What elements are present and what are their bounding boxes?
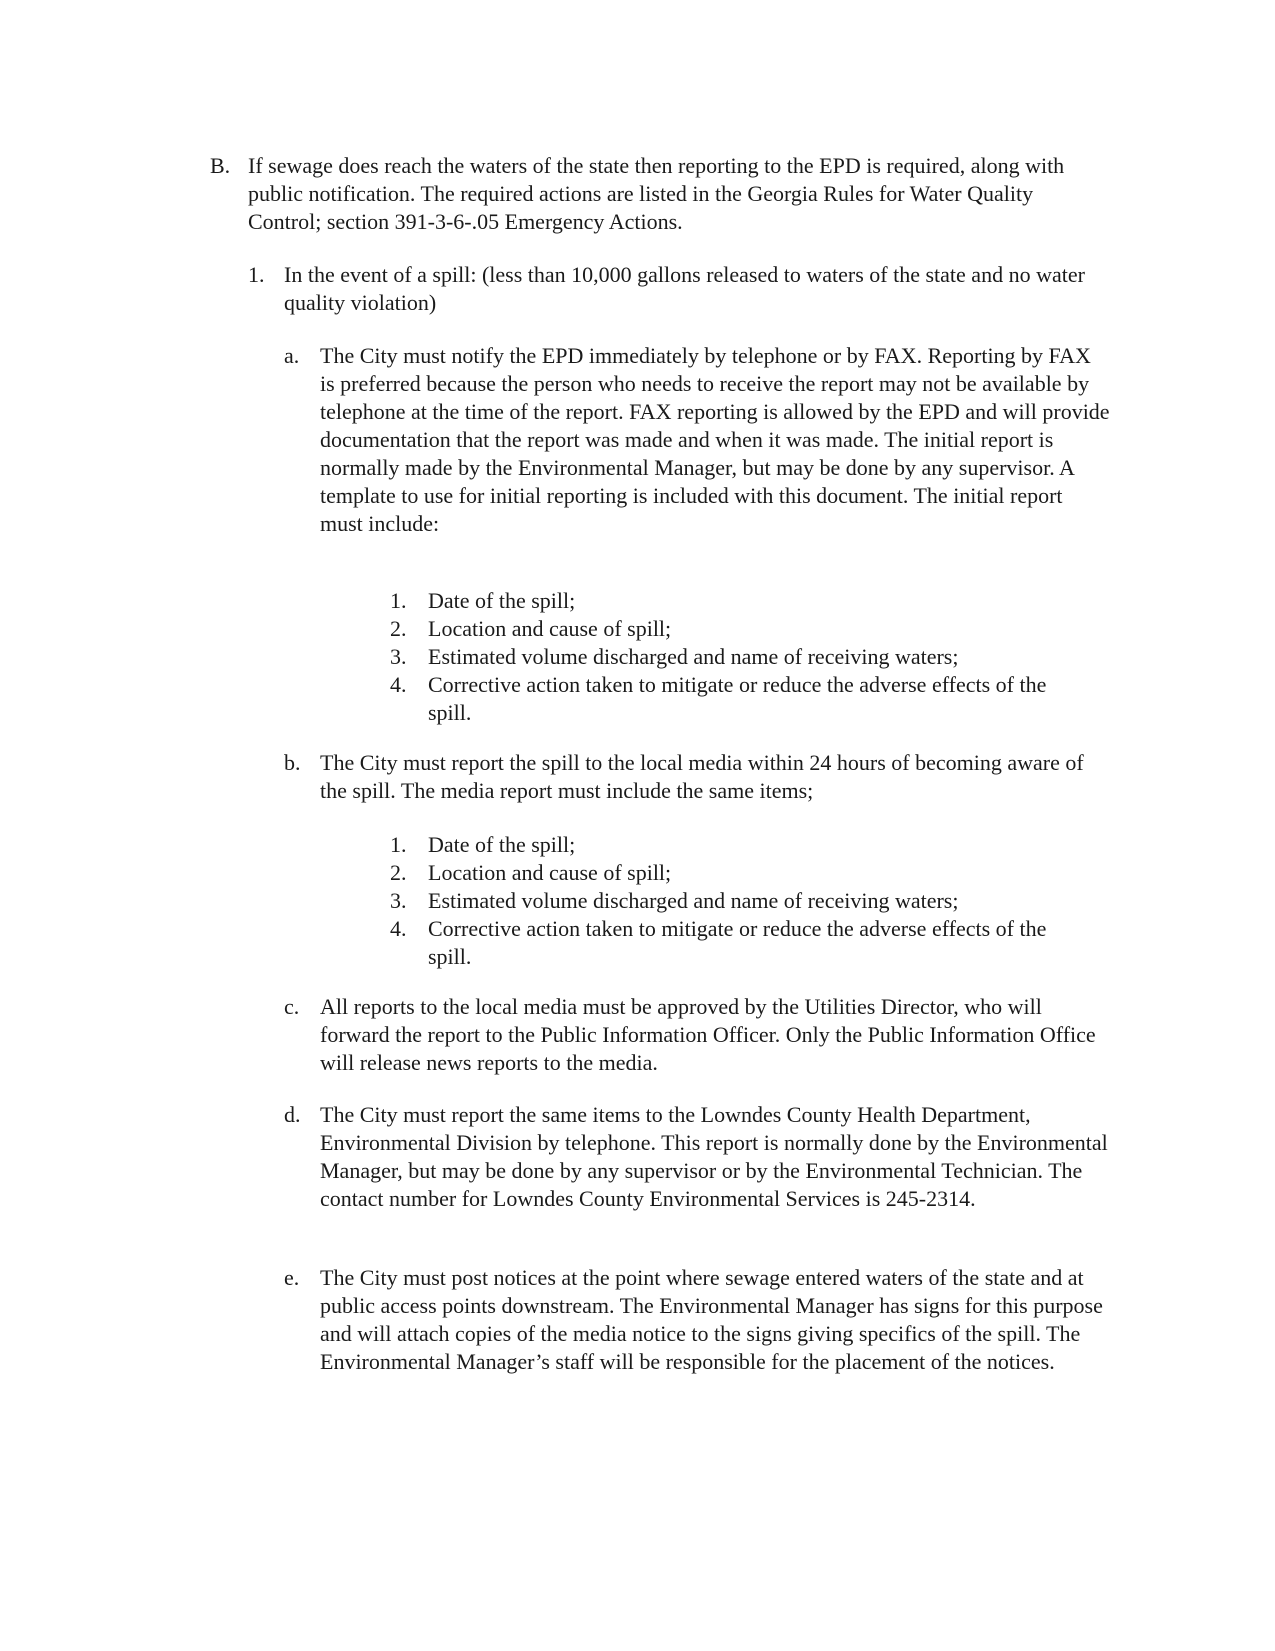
item-a-list [390, 587, 1080, 727]
list-item-number: 3. [390, 888, 407, 913]
item-a-marker: a. [284, 343, 300, 368]
list-item-number: 3. [390, 644, 407, 669]
list-item-number: 4. [390, 672, 407, 697]
item-c [284, 993, 1110, 1077]
list-item-number: 2. [390, 616, 407, 641]
item-c-marker: c. [284, 994, 300, 1019]
item-a [284, 342, 1110, 538]
list-item [390, 831, 1080, 859]
item-a-text: The City must notify the EPD immediately by telephone or by FAX. Reporting by FAX is preferred because the person who needs to receive the report may not be available by telephone at the time of the report. FAX reporting is allowed by the EPD and will provide documentation that the report was made and when it was made. The initial report is normally made by the Environmental Manager, but may be done by any supervisor. A template to use for initial reporting is included with this document. The initial report must include: [320, 343, 1110, 536]
list-item-number: 4. [390, 916, 407, 941]
item-d [284, 1101, 1120, 1213]
item-e-text: The City must post notices at the point where sewage entered waters of the state and at public access points downstream. The Environmental Manager has signs for this purpose and will attach copies of the media notice to the signs giving specifics of the spill. The Environmental Manager’s staff will be responsible for the placement of the notices. [320, 1265, 1103, 1374]
item-b-text: The City must report the spill to the local media within 24 hours of becoming aware of the spill. The media report must include the same items; [320, 750, 1084, 803]
list-item [390, 915, 1080, 971]
list-item-text: Corrective action taken to mitigate or reduce the adverse effects of the spill. [428, 672, 1047, 725]
list-item [390, 671, 1080, 727]
item-c-text: All reports to the local media must be approved by the Utilities Director, who will forward the report to the Public Information Officer. Only the Public Information Office will release news reports to the media. [320, 994, 1096, 1075]
item-b-marker: b. [284, 750, 301, 775]
item-d-marker: d. [284, 1102, 301, 1127]
item-d-text: The City must report the same items to the Lowndes County Health Department, Environmental Division by telephone. This report is normally done by the Environmental Manager, but may be done by any supervisor or by the Environmental Technician. The contact number for Lowndes County Environmental Services is 245-2314. [320, 1102, 1108, 1211]
item-1-text: In the event of a spill: (less than 10,000 gallons released to waters of the state and no water quality violation) [284, 262, 1085, 315]
list-item-text: Estimated volume discharged and name of receiving waters; [428, 644, 959, 669]
list-item-text: Corrective action taken to mitigate or reduce the adverse effects of the spill. [428, 916, 1047, 969]
list-item-number: 2. [390, 860, 407, 885]
list-item [390, 887, 1080, 915]
item-e [284, 1264, 1110, 1376]
list-item [390, 859, 1080, 887]
section-b [210, 152, 1108, 236]
item-1-marker: 1. [248, 262, 265, 287]
item-e-marker: e. [284, 1265, 300, 1290]
list-item-text: Date of the spill; [428, 832, 576, 857]
list-item-text: Estimated volume discharged and name of receiving waters; [428, 888, 959, 913]
item-1 [248, 261, 1114, 317]
list-item-number: 1. [390, 588, 407, 613]
item-b-list [390, 831, 1080, 971]
list-item [390, 587, 1080, 615]
list-item-text: Date of the spill; [428, 588, 576, 613]
item-b [284, 749, 1110, 805]
list-item-text: Location and cause of spill; [428, 860, 672, 885]
list-item-text: Location and cause of spill; [428, 616, 672, 641]
section-b-marker: B. [210, 153, 231, 178]
list-item-number: 1. [390, 832, 407, 857]
list-item [390, 615, 1080, 643]
list-item [390, 643, 1080, 671]
section-b-text: If sewage does reach the waters of the state then reporting to the EPD is required, along with public notification. The required actions are listed in the Georgia Rules for Water Quality Control; section 391-3-6-.05 Emergency Actions. [248, 153, 1065, 234]
